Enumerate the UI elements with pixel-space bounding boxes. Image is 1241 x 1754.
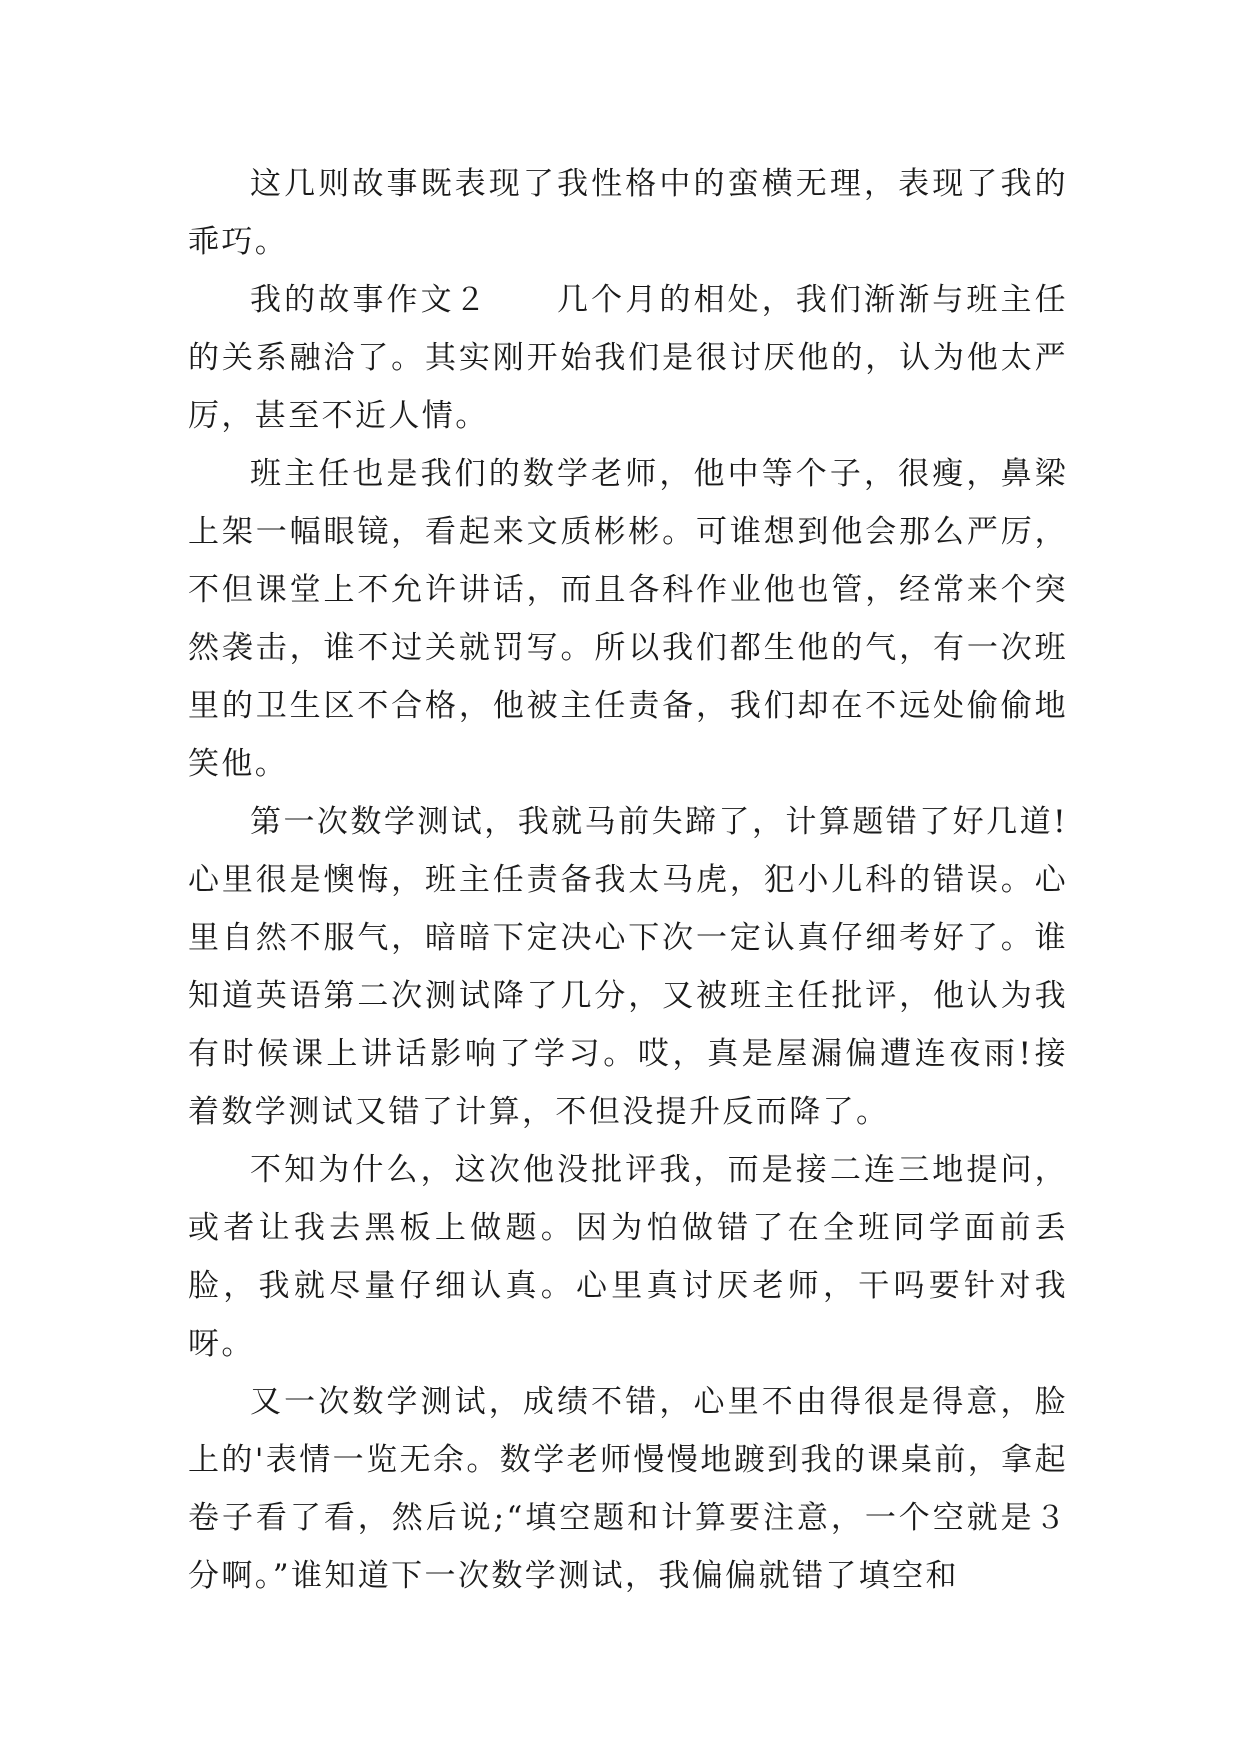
paragraph: 第一次数学测试，我就马前失蹄了，计算题错了好几道!心里很是懊悔，班主任责备我太马虎，犯小儿科的错误。心里自然不服气，暗暗下定决心下次一定认真仔细考好了。谁知道英语第二次测试降了几分，又被班主任批评，他认为我有时候课上讲话影响了学习。哎，真是屋漏偏遭连夜雨!接着数学测试又错了计算，不但没提升反而降了。 [188, 804, 1068, 1130]
paragraph: 这几则故事既表现了我性格中的蛮横无理，表现了我的乖巧。 [188, 166, 1068, 260]
paragraph: 不知为什么，这次他没批评我，而是接二连三地提问，或者让我去黑板上做题。因为怕做错了在全班同学面前丢脸，我就尽量仔细认真。心里真讨厌老师，干吗要针对我呀。 [188, 1152, 1068, 1362]
paragraph: 我的故事作文２ 几个月的相处，我们渐渐与班主任的关系融洽了。其实刚开始我们是很讨厌他的，认为他太严厉，甚至不近人情。 [188, 282, 1068, 434]
paragraph: 又一次数学测试，成绩不错，心里不由得很是得意，脸上的'表情一览无余。数学老师慢慢地踱到我的课桌前，拿起卷子看了看，然后说;“填空题和计算要注意，一个空就是３分啊。”谁知道下一次数学测试，我偏偏就错了填空和 [188, 1384, 1068, 1594]
paragraph: 班主任也是我们的数学老师，他中等个子，很瘦，鼻梁上架一幅眼镜，看起来文质彬彬。可谁想到他会那么严厉，不但课堂上不允许讲话，而且各科作业他也管，经常来个突然袭击，谁不过关就罚写。所以我们都生他的气，有一次班里的卫生区不合格，他被主任责备，我们却在不远处偷偷地笑他。 [188, 456, 1068, 782]
document-body [188, 155, 1068, 1605]
